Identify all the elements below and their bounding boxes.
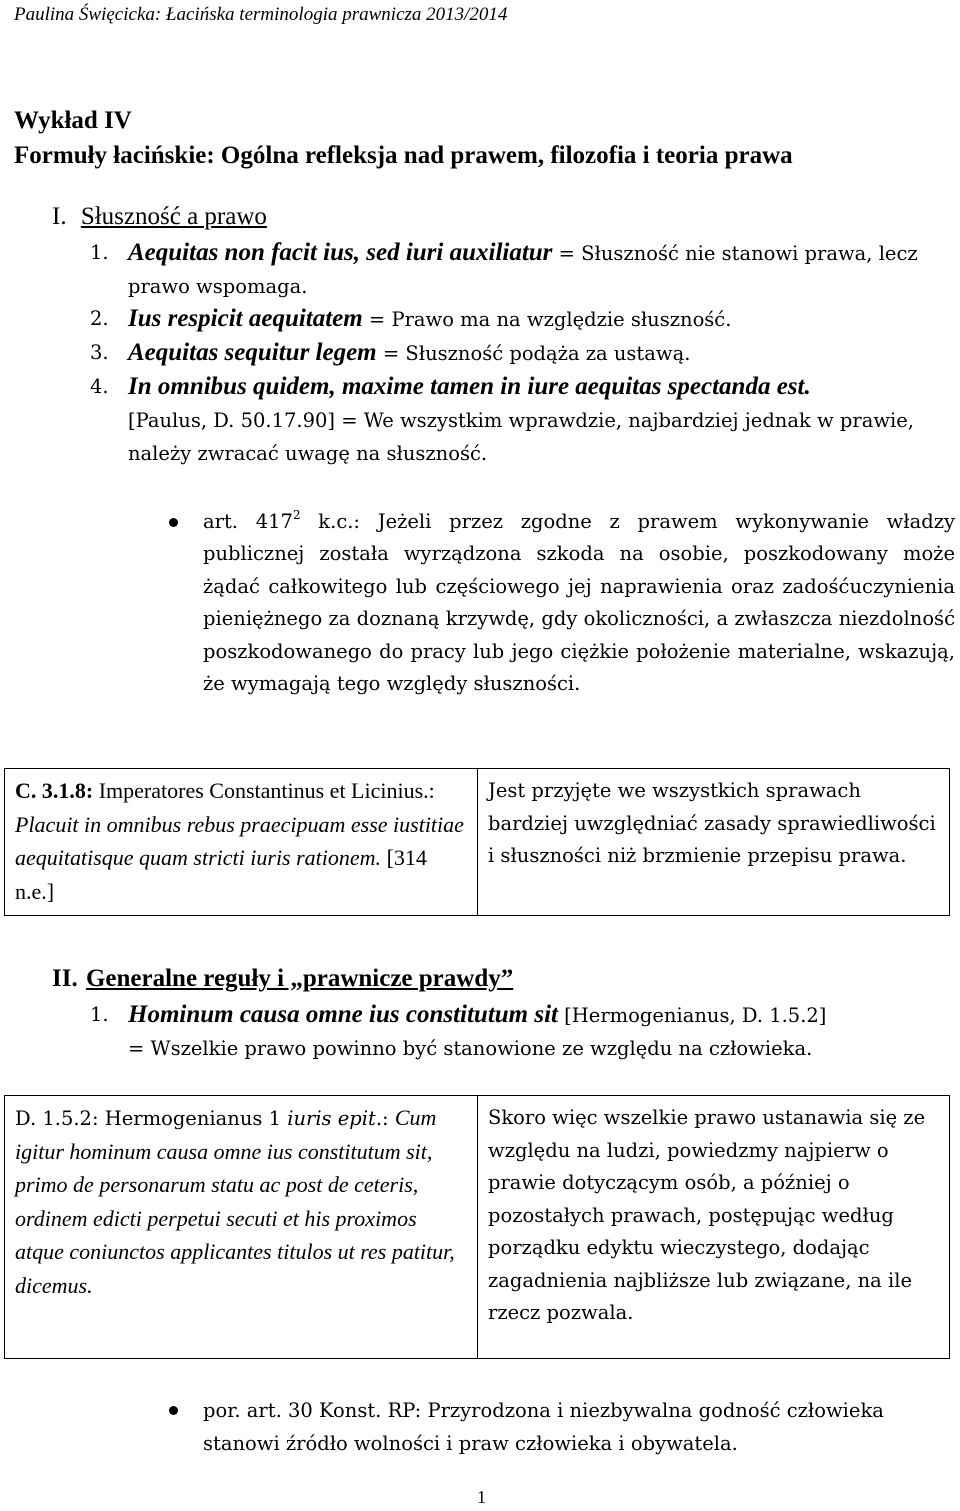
latin-maxim: Aequitas sequitur legem <box>128 339 377 366</box>
bullet-icon <box>169 1406 178 1415</box>
lecture-title: Formuły łacińskie: Ogólna refleksja nad prawem, filozofia i teoria prawa <box>14 142 793 169</box>
translation: Prawo ma na względzie słuszność. <box>391 308 732 331</box>
translation: We wszystkim wprawdzie, najbardziej jednak w prawie, należy zwracać uwagę na słuszność. <box>128 409 914 465</box>
section-1-heading <box>52 203 267 231</box>
bullet-icon <box>169 518 178 527</box>
article-417-2-kc <box>203 506 955 700</box>
lecture-number: Wykład IV <box>14 107 132 134</box>
polish-cell: Jest przyjęte we wszystkich sprawach bardziej uwzględniać zasady sprawiedliwości i słuszności niż brzmienie przepisu prawa. <box>478 769 950 916</box>
latin-maxim: Ius respicit aequitatem <box>128 305 363 332</box>
lecture-heading <box>14 103 793 173</box>
latin-polish-table-2 <box>4 1095 950 1359</box>
translation: Słuszność podąża za ustawą. <box>405 342 691 365</box>
translation: Słuszność nie stanowi prawa, lecz prawo wspomaga. <box>128 242 918 298</box>
section-2-title: Generalne reguły i „prawnicze prawdy” <box>85 965 514 992</box>
source-reference: C. 3.1.8: <box>15 778 94 803</box>
section-2-heading <box>52 965 513 993</box>
section-1-title: Słuszność a prawo <box>80 203 267 230</box>
constitution-note: por. art. 30 Konst. RP: Przyrodzona i niezbywalna godność człowieka stanowi źródło wolności i praw człowieka i obywatela. <box>203 1399 884 1455</box>
document-header: Paulina Święcicka: Łacińska terminologia prawnicza 2013/2014 <box>14 4 508 25</box>
item-number: 1. <box>90 241 109 264</box>
page-number: 1 <box>477 1487 486 1507</box>
polish-cell: Skoro więc wszelkie prawo ustanawia się ze względu na ludzi, powiedzmy najpierw o prawie dotyczącym osób, a później o pozostałych prawach, postępując według porządku edyktu wieczystego, dodając zagadnienia najbliższe lub związane, na ile rzecz pozwala. <box>478 1096 950 1359</box>
section-1-numeral: I. <box>52 203 67 230</box>
latin-cell <box>5 1096 478 1359</box>
section-2-numeral: II. <box>52 965 78 992</box>
list-item <box>128 998 958 1032</box>
latin-maxim: Hominum causa omne ius constitutum sit <box>128 1001 558 1028</box>
article-text: Jeżeli przez zgodne z prawem wykonywanie władzy publicznej została wyrządzona szkoda na osobie, poszkodowany może żądać całkowitego lub częściowego jej naprawienia oraz zadośćuczynienia pieniężnego za doznaną krzywdę, gdy okoliczności, a zwłaszcza niezdolność poszkodowanego do pracy lub jego ciężkie położenie materialne, wskazują, że wymagają tego względy słuszności. <box>203 510 956 696</box>
latin-cell: C. 3.1.8: Imperatores Constantinus et Licinius.: Placuit in omnibus rebus praecipuam esse iustitiae aequitatisque quam stricti iuris rationem. [314 n.e.] <box>5 769 478 916</box>
list-item: Ius respicit aequitatem = Prawo ma na względzie słuszność. <box>128 305 732 332</box>
item-number: 2. <box>90 307 109 330</box>
item-number: 3. <box>90 341 109 364</box>
latin-polish-table-1 <box>4 768 950 916</box>
list-item: Aequitas sequitur legem = Słuszność podąża za ustawą. <box>128 339 691 366</box>
list-item: Aequitas non facit ius, sed iuri auxiliatur = Słuszność nie stanowi prawa, lecz prawo wspomaga. <box>128 239 918 298</box>
latin-text: Placuit in omnibus rebus praecipuam esse iustitiae aequitatisque quam stricti iuris rationem. <box>15 811 464 870</box>
item-number: 1. <box>90 1003 109 1026</box>
translation: = Wszelkie prawo powinno być stanowione ze względu na człowieka. <box>128 1037 813 1060</box>
source-citation: [Paulus, D. 50.17.90] <box>128 409 336 432</box>
item-number: 4. <box>90 375 109 398</box>
list-item: In omnibus quidem, maxime tamen in iure aequitas spectanda est. [Paulus, D. 50.17.90] = We wszystkim wprawdzie, najbardziej jednak w prawie, należy zwracać uwagę na słuszność. <box>128 373 914 465</box>
source-citation: [Hermogenianus, D. 1.5.2] <box>557 1004 827 1027</box>
latin-text: Cum igitur hominum causa omne ius constitutum sit, primo de personarum statu ac post de ceteris, ordinem edicti perpetui secuti et his proximos atque coniunctos applicantes titulos ut res patitur, dicemus. <box>15 1105 455 1298</box>
source-reference: D. 1.5.2: Hermogenianus 1 iuris epit.: <box>15 1107 395 1130</box>
latin-maxim: In omnibus quidem, maxime tamen in iure aequitas spectanda est. <box>128 373 811 400</box>
latin-maxim: Aequitas non facit ius, sed iuri auxiliatur <box>128 239 553 266</box>
article-reference: art. $417^2$ k.c.: <box>203 508 361 533</box>
